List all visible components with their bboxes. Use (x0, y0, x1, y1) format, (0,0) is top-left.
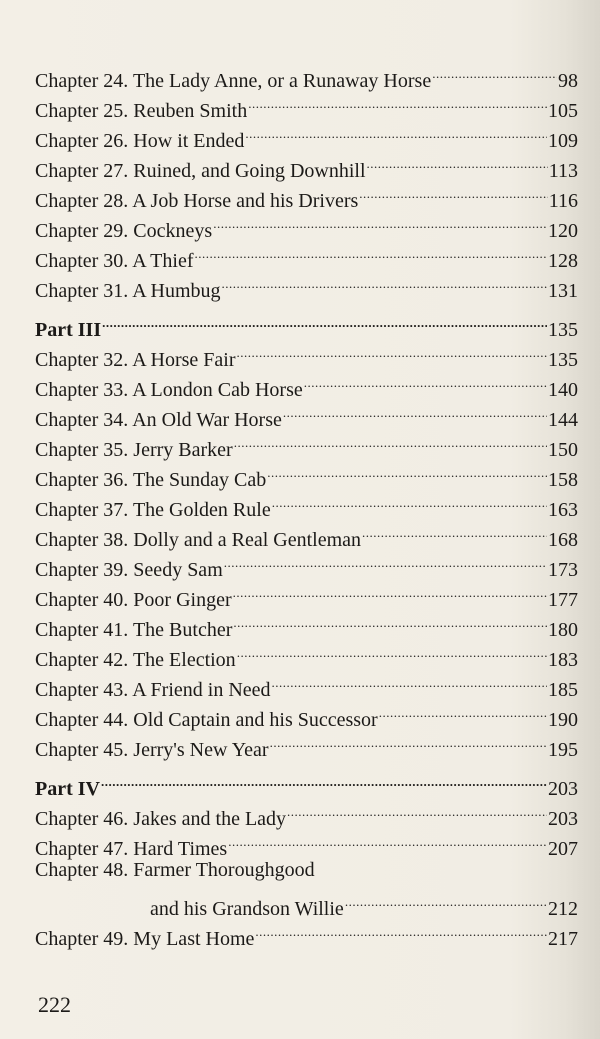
entry-page: 116 (548, 190, 578, 212)
entry-page: 168 (548, 529, 578, 551)
dot-leader (245, 117, 547, 147)
entry-title: Chapter 41. The Butcher (35, 619, 233, 641)
dot-leader (379, 696, 547, 726)
entry-page: 158 (548, 469, 578, 491)
entry-page: 131 (548, 280, 578, 302)
entry-page: 98 (558, 70, 578, 92)
entry-page: 109 (548, 130, 578, 152)
toc-entry-chapter-49 (35, 915, 578, 950)
entry-page: 207 (548, 838, 578, 860)
toc-entry-part-3 (35, 306, 578, 341)
entry-page: 212 (548, 898, 578, 920)
dot-leader (101, 765, 547, 795)
part-title: Part IV (35, 778, 100, 800)
entry-page: 113 (548, 160, 578, 182)
entry-title: Chapter 27. Ruined, and Going Downhill (35, 160, 366, 182)
entry-title: Chapter 37. The Golden Rule (35, 499, 271, 521)
dot-leader (255, 915, 547, 945)
dot-leader (345, 885, 547, 915)
dot-leader (237, 336, 547, 366)
dot-leader (237, 636, 547, 666)
entry-title: Chapter 38. Dolly and a Real Gentleman (35, 529, 362, 551)
dot-leader (367, 147, 548, 177)
toc-entry-chapter-24 (35, 57, 578, 92)
dot-leader (222, 267, 547, 297)
part-page: 203 (548, 778, 578, 800)
entry-page: 144 (548, 409, 578, 431)
dot-leader (234, 426, 547, 456)
entry-title: Chapter 35. Jerry Barker (35, 439, 233, 461)
dot-leader (102, 306, 547, 336)
entry-page: 173 (548, 559, 578, 581)
entry-page: 135 (548, 349, 578, 371)
entry-title: Chapter 40. Poor Ginger (35, 589, 232, 611)
dot-leader (304, 366, 547, 396)
entry-page: 163 (548, 499, 578, 521)
entry-page: 150 (548, 439, 578, 461)
dot-leader (283, 396, 547, 426)
entry-page: 203 (548, 808, 578, 830)
entry-title-line-2: and his Grandson Willie (150, 898, 344, 920)
dot-leader (224, 546, 547, 576)
entry-page: 185 (548, 679, 578, 701)
entry-title: Chapter 39. Seedy Sam (35, 559, 223, 581)
entry-title: Chapter 42. The Election (35, 649, 236, 671)
entry-title: Chapter 30. A Thief (35, 250, 194, 272)
dot-leader (195, 237, 548, 267)
table-of-contents (35, 57, 578, 950)
entry-page: 120 (548, 220, 578, 242)
entry-title: Chapter 44. Old Captain and his Successor (35, 709, 378, 731)
entry-page: 128 (548, 250, 578, 272)
dot-leader (233, 576, 547, 606)
dot-leader (432, 57, 557, 87)
entry-title: Chapter 43. A Friend in Need (35, 679, 271, 701)
page-number: 222 (38, 992, 71, 1017)
entry-page: 195 (548, 739, 578, 761)
dot-leader (287, 795, 547, 825)
entry-page: 190 (548, 709, 578, 731)
part-page: 135 (548, 319, 578, 341)
dot-leader (248, 87, 547, 117)
entry-title: Chapter 49. My Last Home (35, 928, 255, 950)
dot-leader (213, 207, 547, 237)
entry-title-line-1: Chapter 48. Farmer Thoroughgood (35, 859, 315, 881)
toc-entry-chapter-32 (35, 336, 578, 371)
entry-title: Chapter 24. The Lady Anne, or a Runaway Horse (35, 70, 432, 92)
dot-leader (267, 456, 547, 486)
entry-title: Chapter 33. A London Cab Horse (35, 379, 303, 401)
dot-leader (272, 486, 547, 516)
entry-page: 217 (548, 928, 578, 950)
dot-leader (362, 516, 547, 546)
entry-page: 183 (548, 649, 578, 671)
entry-title: Chapter 32. A Horse Fair (35, 349, 236, 371)
entry-page: 180 (548, 619, 578, 641)
entry-title: Chapter 46. Jakes and the Lady (35, 808, 287, 830)
toc-entry-chapter-48 (35, 855, 578, 920)
entry-title: Chapter 34. An Old War Horse (35, 409, 282, 431)
entry-title-line-2-row (35, 885, 578, 920)
dot-leader (359, 177, 547, 207)
entry-title: Chapter 28. A Job Horse and his Drivers (35, 190, 359, 212)
entry-title: Chapter 45. Jerry's New Year (35, 739, 269, 761)
entry-page: 105 (548, 100, 578, 122)
entry-title: Chapter 25. Reuben Smith (35, 100, 248, 122)
entry-page: 177 (548, 589, 578, 611)
dot-leader (228, 825, 547, 855)
toc-entry-chapter-46 (35, 795, 578, 830)
entry-title: Chapter 29. Cockneys (35, 220, 213, 242)
entry-title: Chapter 31. A Humbug (35, 280, 221, 302)
toc-entry-part-4 (35, 765, 578, 800)
dot-leader (272, 666, 547, 696)
dot-leader (270, 726, 547, 756)
dot-leader (233, 606, 547, 636)
entry-title: Chapter 47. Hard Times (35, 838, 228, 860)
part-title: Part III (35, 319, 102, 341)
entry-title: Chapter 26. How it Ended (35, 130, 245, 152)
entry-page: 140 (548, 379, 578, 401)
entry-title: Chapter 36. The Sunday Cab (35, 469, 267, 491)
